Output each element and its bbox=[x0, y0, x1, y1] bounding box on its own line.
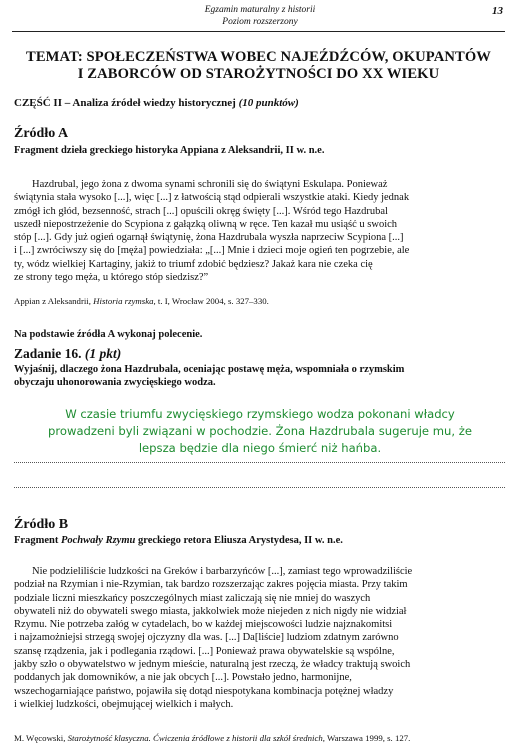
theme-title-line2: I ZABORCÓW OD STAROŻYTNOŚCI DO XX WIEKU bbox=[77, 66, 440, 82]
source-b-line: jakby szło o obywatelstwo w jednym mieście, naturalną jest rzeczą, że władcy traktują swoich bbox=[14, 659, 411, 671]
citation-author: Appian z Aleksandrii, bbox=[14, 296, 94, 306]
source-b-line: wszechogarniające państwo, pojawiła się dotąd niespotykana kombinacja potężnej władzy bbox=[14, 685, 394, 697]
source-a-line: ze strony tego męża, u którego stóp siedzisz?” bbox=[14, 272, 209, 284]
header-level: Poziom rozszerzony bbox=[222, 17, 298, 27]
part-label: CZĘŚĆ II – Analiza źródeł wiedzy historycznej bbox=[14, 97, 236, 109]
source-b-subtitle-pre: Fragment bbox=[14, 535, 61, 546]
source-b-line: i wielkiej ludzkości, obejmującej wielkich i małych. bbox=[14, 698, 234, 710]
part-heading bbox=[14, 97, 299, 109]
page-number: 13 bbox=[492, 5, 503, 17]
citation-title: Historia rzymska bbox=[93, 296, 154, 306]
task-question bbox=[14, 363, 505, 390]
source-a-subtitle: Fragment dzieła greckiego historyka Appiana z Aleksandrii, II w. n.e. bbox=[14, 145, 325, 156]
theme-title-line1: TEMAT: SPOŁECZEŃSTWA WOBEC NAJEŹDŹCÓW, OKUPANTÓW bbox=[26, 49, 491, 65]
source-b-heading: Źródło B bbox=[14, 517, 69, 532]
task-points: (1 pkt) bbox=[84, 346, 122, 361]
answer-line: W czasie triumfu zwycięskiego rzymskiego wodza pokonani władcy bbox=[65, 407, 455, 421]
source-a-line: ty, wódz wielkiej Kartaginy, jakiż to triumf zdobić będziesz? Jakaż kara nie czeka cię bbox=[14, 258, 373, 270]
task-question-line1: Wyjaśnij, dlaczego żona Hazdrubala, oceniając postawę męża, wspomniała o rzymskim bbox=[14, 364, 405, 375]
task-heading bbox=[14, 346, 121, 362]
source-a-line: i [...] zwróciwszy się do [męża] powiedziała: „[...] Mnie i dzieci moje ogień ten pogrzebie, ale bbox=[14, 245, 410, 257]
citation-author: M. Węcowski, bbox=[14, 733, 68, 743]
source-b-line: podziale liczni mieszkańcy poszczególnych miast zaliczają się nie mniej do waszych bbox=[14, 592, 371, 604]
citation-details: , t. I, Wrocław 2004, s. 327–330. bbox=[153, 296, 269, 306]
running-header bbox=[130, 4, 390, 28]
source-b-citation bbox=[14, 733, 505, 744]
header-exam-name: Egzamin maturalny z historii bbox=[204, 5, 316, 15]
source-b-line: podział na Rzymian i nie-Rzymian, tak bardzo rozszerzając zakres pojęcia miasta. Przy takim bbox=[14, 579, 408, 591]
source-b-subtitle-post: greckiego retora Eliusza Arystydesa, II w. n.e. bbox=[135, 535, 343, 546]
task-question-line2: obyczaju uhonorowania zwycięskiego wodza. bbox=[14, 377, 216, 389]
answer-line-dotted bbox=[14, 487, 505, 488]
source-a-text bbox=[14, 178, 505, 284]
source-b-line: poddanych jak domowników, a nie jak obcych [...]. Powstało jedno, harmonijne, bbox=[14, 672, 352, 684]
source-a-line: świątynia stała wysoko [...], więc [...] z łatwością stąd odpierali wszystkie ataki. Kiedy jednak bbox=[14, 192, 410, 204]
source-a-citation bbox=[14, 296, 505, 307]
source-b-text bbox=[14, 565, 505, 711]
source-a-line: zmógł ich głód, bezsenność, strach [...] opuścili okręg święty [...]. Wśród tego Hazdrubal bbox=[14, 205, 388, 217]
source-b-line: Rzymu. Nie potrzeba załóg w cytadelach, bo w każdej miejscowości ludzie najznakomitsi bbox=[14, 619, 393, 631]
citation-title: Starożytność klasyczna. Ćwiczenia źródłowe z historii dla szkół średnich bbox=[67, 733, 323, 743]
answer-line: lepsza będzie dla niego śmierć niż hańba. bbox=[138, 441, 382, 455]
source-a-heading: Źródło A bbox=[14, 126, 69, 141]
header-rule bbox=[12, 31, 505, 32]
source-b-subtitle-title: Pochwały Rzymu bbox=[60, 535, 136, 546]
source-b-line: i najzamożniejsi strzegą swojej ojczyzny dla was. [...] Da[liście] ludziom zdatnym zarówno bbox=[14, 632, 399, 644]
source-a-line: stóp [...]. Gdy już ogień ogarnął świątynię, żona Hazdrubala wyszła naprzeciw Scypiona [...] bbox=[14, 232, 404, 244]
part-points: (10 punktów) bbox=[238, 97, 299, 109]
theme-title bbox=[10, 49, 507, 83]
source-a-line: Hazdrubal, jego żona z dwoma synami schronili się do świątyni Eskulapa. Ponieważ bbox=[32, 179, 388, 190]
source-b-subtitle bbox=[14, 534, 505, 547]
answer-text bbox=[30, 406, 490, 457]
source-b-line: obywateli niż do obywateli swego miasta, jakkolwiek może niejeden z nich nigdy nie widział bbox=[14, 605, 407, 617]
answer-line-dotted bbox=[14, 462, 505, 463]
source-a-line: uszedł niepostrzeżenie do Scypiona z gałązką oliwną w ręce. Ten kazał mu usiąść u swoich bbox=[14, 218, 398, 230]
citation-details: , Warszawa 1999, s. 127. bbox=[322, 733, 411, 743]
source-b-line: szansę rządzenia, jak i podlegania rządowi. [...] Ponieważ prawa obywatelskie są wspólne, bbox=[14, 645, 395, 657]
instruction-text: Na podstawie źródła A wykonaj polecenie. bbox=[14, 329, 203, 340]
answer-line: prowadzeni byli związani w pochodzie. Żona Hazdrubala sugeruje mu, że bbox=[48, 424, 472, 438]
task-label: Zadanie 16. bbox=[14, 346, 82, 361]
source-b-line: Nie podzieliliście ludzkości na Greków i barbarzyńców [...], zamiast tego wprowadziliście bbox=[32, 566, 413, 577]
